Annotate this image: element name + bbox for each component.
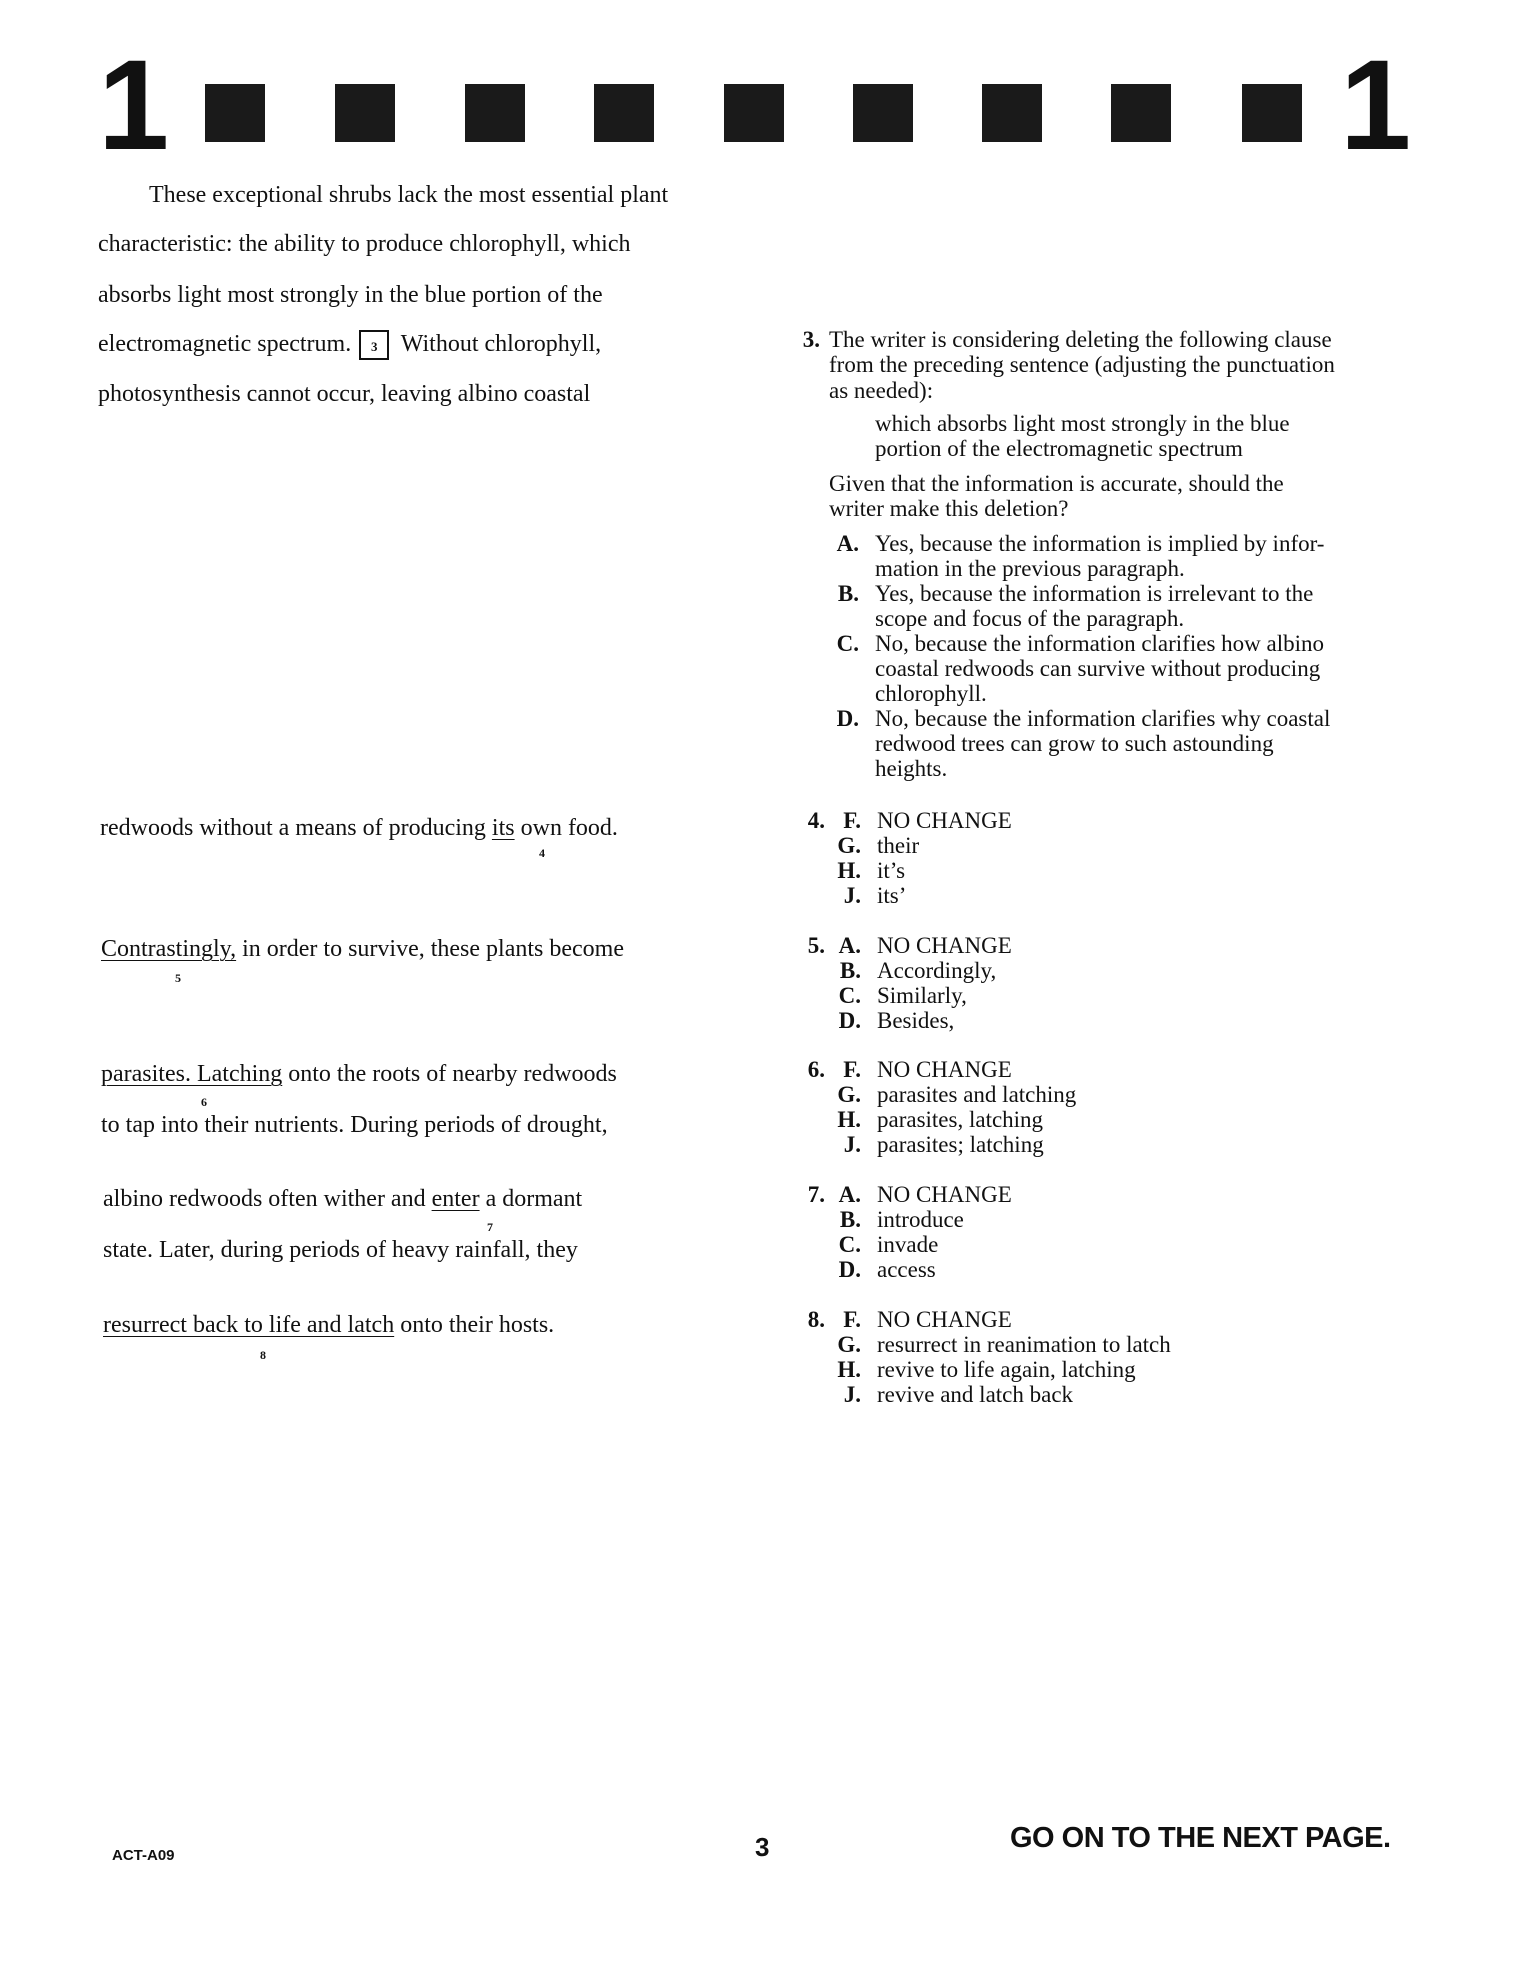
underlined-portion-4[interactable]: its	[491, 815, 515, 841]
passage-text: Without chlorophyll,	[400, 331, 602, 357]
next-page-instruction: GO ON TO THE NEXT PAGE.	[1010, 1822, 1391, 1854]
option-letter: D.	[838, 1008, 861, 1033]
option-text: their	[877, 833, 920, 858]
option-letter: F.	[843, 808, 861, 833]
option-letter: C.	[836, 631, 859, 656]
passage-text: a dormant	[479, 1186, 583, 1212]
passage-line: photosynthesis cannot occur, leaving albino coastal	[98, 381, 591, 407]
question-stem-line: as needed):	[829, 378, 934, 403]
option-text: Besides,	[877, 1008, 955, 1033]
question-number: 3.	[802, 327, 820, 352]
option-text: redwood trees can grow to such astounding	[875, 731, 1274, 756]
option-text: coastal redwoods can survive without producing	[875, 656, 1321, 681]
header-block	[465, 84, 525, 142]
passage-text: electromagnetic spectrum.	[98, 331, 352, 357]
option-letter: A.	[838, 1182, 861, 1207]
option-text: NO CHANGE	[877, 933, 1012, 958]
question-number: 7.	[807, 1182, 825, 1207]
passage-text: onto the roots of nearby redwoods	[282, 1061, 617, 1087]
passage-line: state. Later, during periods of heavy rainfall, they	[103, 1237, 578, 1263]
option-text: Similarly,	[877, 983, 967, 1008]
option-text: resurrect in reanimation to latch	[877, 1332, 1171, 1357]
option-text: introduce	[877, 1207, 964, 1232]
passage-line: absorbs light most strongly in the blue portion of the	[98, 282, 603, 308]
option-letter: G.	[837, 833, 861, 858]
question-stem-line: The writer is considering deleting the following clause	[829, 327, 1332, 352]
passage-line	[101, 1060, 617, 1088]
option-text: it’s	[877, 858, 906, 883]
option-letter: B.	[837, 581, 859, 606]
passage-line	[103, 1185, 582, 1213]
option-letter: J.	[843, 1382, 861, 1407]
passage-line: characteristic: the ability to produce chlorophyll, which	[98, 231, 631, 257]
header-block	[1111, 84, 1171, 142]
underlined-portion-6[interactable]: parasites. Latching	[101, 1061, 283, 1087]
option-letter: A.	[836, 531, 859, 556]
option-letter: H.	[837, 1107, 861, 1132]
quoted-clause-line: portion of the electromagnetic spectrum	[875, 436, 1243, 461]
option-letter: H.	[837, 1357, 861, 1382]
option-letter: B.	[839, 1207, 861, 1232]
option-text: NO CHANGE	[877, 1182, 1012, 1207]
option-letter: H.	[837, 858, 861, 883]
passage-line: These exceptional shrubs lack the most essential plant	[149, 182, 669, 208]
option-text: invade	[877, 1232, 939, 1257]
header-block	[982, 84, 1042, 142]
option-letter: C.	[838, 983, 861, 1008]
option-letter: B.	[839, 958, 861, 983]
passage-text: redwoods without a means of producing	[100, 815, 492, 841]
header-block	[335, 84, 395, 142]
underlined-portion-8[interactable]: resurrect back to life and latch	[103, 1312, 395, 1338]
option-letter: G.	[837, 1332, 861, 1357]
header-block	[594, 84, 654, 142]
question-box-marker: 3	[359, 330, 389, 360]
question-stem-line: Given that the information is accurate, should the	[829, 471, 1284, 496]
passage-text: onto their hosts.	[394, 1312, 555, 1338]
question-number: 5.	[807, 933, 825, 958]
passage-line: to tap into their nutrients. During periods of drought,	[101, 1112, 608, 1138]
underline-number: 7	[487, 1220, 493, 1234]
underline-number: 8	[260, 1348, 266, 1362]
option-text: NO CHANGE	[877, 808, 1012, 833]
option-letter: G.	[837, 1082, 861, 1107]
question-number: 4.	[807, 808, 825, 833]
question-stem-line: from the preceding sentence (adjusting the punctuation	[829, 352, 1335, 377]
header-block	[724, 84, 784, 142]
page-number: 3	[755, 1832, 770, 1862]
passage-text: in order to survive, these plants become	[236, 936, 624, 962]
option-text: heights.	[875, 756, 948, 781]
section-number-left: 1	[98, 34, 170, 177]
option-letter: A.	[838, 933, 861, 958]
option-text: revive to life again, latching	[877, 1357, 1136, 1382]
option-text: NO CHANGE	[877, 1307, 1012, 1332]
passage-line	[98, 330, 601, 360]
passage-line	[103, 1311, 554, 1339]
option-text: No, because the information clarifies how albino	[875, 631, 1324, 656]
option-letter: F.	[843, 1307, 861, 1332]
quoted-clause-line: which absorbs light most strongly in the blue	[875, 411, 1290, 436]
option-text: access	[877, 1257, 936, 1282]
underline-number: 6	[201, 1095, 207, 1109]
option-text: parasites and latching	[877, 1082, 1077, 1107]
option-letter: D.	[836, 706, 859, 731]
question-stem-line: writer make this deletion?	[829, 496, 1069, 521]
header-block	[853, 84, 913, 142]
passage-text: albino redwoods often wither and	[103, 1186, 432, 1212]
option-text: mation in the previous paragraph.	[875, 556, 1185, 581]
option-text: Accordingly,	[877, 958, 997, 983]
option-text: Yes, because the information is irrelevant to the	[875, 581, 1314, 606]
underlined-portion-5[interactable]: Contrastingly,	[101, 936, 237, 962]
option-text: NO CHANGE	[877, 1057, 1012, 1082]
option-letter: D.	[838, 1257, 861, 1282]
question-number: 8.	[807, 1307, 825, 1332]
option-text: scope and focus of the paragraph.	[875, 606, 1185, 631]
passage-line	[101, 935, 624, 963]
option-text: chlorophyll.	[875, 681, 987, 706]
option-letter: C.	[838, 1232, 861, 1257]
option-text: parasites; latching	[877, 1132, 1044, 1157]
option-text: parasites, latching	[877, 1107, 1044, 1132]
underlined-portion-7[interactable]: enter	[431, 1186, 480, 1212]
option-letter: J.	[843, 1132, 861, 1157]
option-text: Yes, because the information is implied by infor-	[875, 531, 1325, 556]
underline-number: 4	[539, 846, 545, 860]
header-block	[205, 84, 265, 142]
option-letter: F.	[843, 1057, 861, 1082]
section-number-right: 1	[1340, 34, 1412, 177]
passage-line	[100, 814, 618, 842]
option-letter: J.	[843, 883, 861, 908]
option-text: its’	[877, 883, 907, 908]
question-number: 6.	[807, 1057, 825, 1082]
passage-text: own food.	[514, 815, 618, 841]
form-code: ACT-A09	[112, 1847, 175, 1864]
option-text: No, because the information clarifies why coastal	[875, 706, 1331, 731]
option-text: revive and latch back	[877, 1382, 1074, 1407]
underline-number: 5	[175, 971, 181, 985]
header-block	[1242, 84, 1302, 142]
